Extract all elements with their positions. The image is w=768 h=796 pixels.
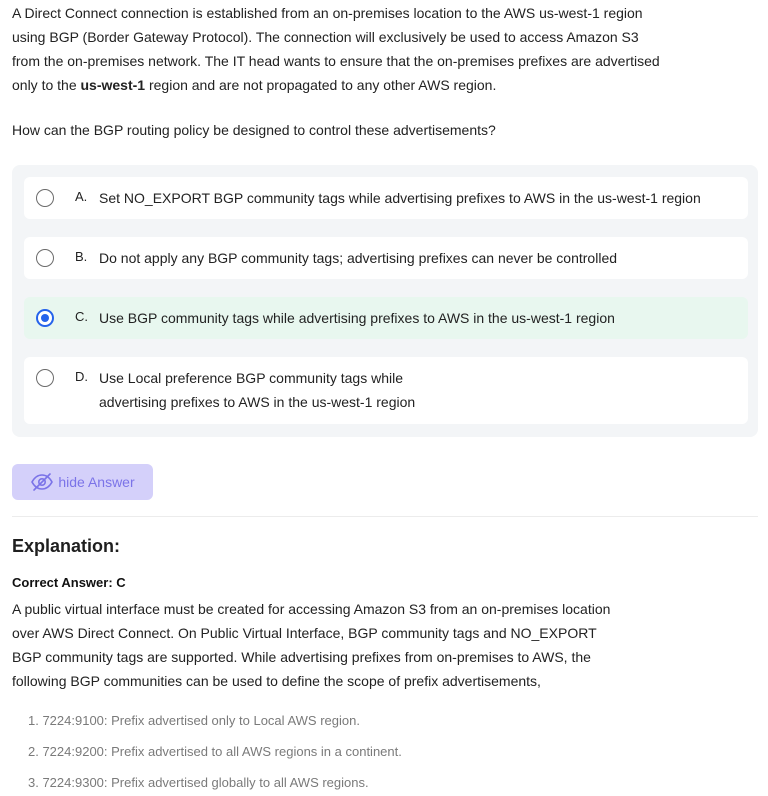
option-b-letter: B. — [75, 249, 88, 264]
option-c[interactable] — [24, 297, 748, 339]
option-b[interactable] — [24, 237, 748, 279]
hide-answer-label: hide Answer — [58, 474, 135, 490]
divider — [12, 516, 758, 517]
option-c-letter: C. — [75, 309, 88, 324]
list-item: 1. 7224:9100: Prefix advertised only to Local AWS region. — [28, 713, 360, 728]
option-a-text: Set NO_EXPORT BGP community tags while advertising prefixes to AWS in the us-west-1 region — [99, 190, 701, 206]
option-d-letter: D. — [75, 369, 88, 384]
question-text-part2: region and are not propagated to any other AWS region. — [145, 77, 497, 93]
option-d[interactable] — [24, 357, 748, 424]
radio-option-b[interactable] — [36, 249, 54, 267]
list-item: 3. 7224:9300: Prefix advertised globally to all AWS regions. — [28, 775, 369, 790]
explanation-body: A public virtual interface must be created for accessing Amazon S3 from an on-premises location over AWS Direct Connect. On Public Virtual Interface, BGP community tags and NO_EXPORT BGP community tags are supported. While advertising prefixes from on-premises to AWS, the following BGP communities can be used to define the scope of prefix advertisements, — [12, 601, 611, 689]
explanation-title: Explanation: — [12, 536, 121, 556]
question-region-bold: us-west-1 — [80, 77, 146, 93]
community-list — [28, 709, 402, 796]
question-text — [12, 1, 662, 97]
option-d-text-line1: Use Local preference BGP community tags while — [99, 370, 403, 386]
option-b-text: Do not apply any BGP community tags; advertising prefixes can never be controlled — [99, 250, 618, 266]
list-item: 2. 7224:9200: Prefix advertised to all AWS regions in a continent. — [28, 744, 402, 759]
radio-option-d[interactable] — [36, 369, 54, 387]
option-a[interactable] — [24, 177, 748, 219]
option-a-letter: A. — [75, 189, 88, 204]
eye-off-icon — [30, 472, 54, 492]
correct-answer: Correct Answer: C — [12, 575, 126, 590]
radio-option-a[interactable] — [36, 189, 54, 207]
radio-option-c[interactable] — [36, 309, 54, 327]
hide-answer-button[interactable] — [12, 464, 153, 500]
question-ask: How can the BGP routing policy be designed to control these advertisements? — [12, 122, 496, 138]
options-panel — [12, 165, 758, 437]
option-c-text: Use BGP community tags while advertising prefixes to AWS in the us-west-1 region — [99, 310, 615, 326]
option-d-text-line2: advertising prefixes to AWS in the us-west-1 region — [99, 394, 416, 410]
question-text-part1: A Direct Connect connection is established from an on-premises location to the AWS us-west-1 region using BGP (Border Gateway Protocol). The connection will exclusively be used to access Amazon S3 from the on-premises network. The IT head wants to ensure that the on-premises prefixes are advertised only to the — [12, 5, 660, 93]
